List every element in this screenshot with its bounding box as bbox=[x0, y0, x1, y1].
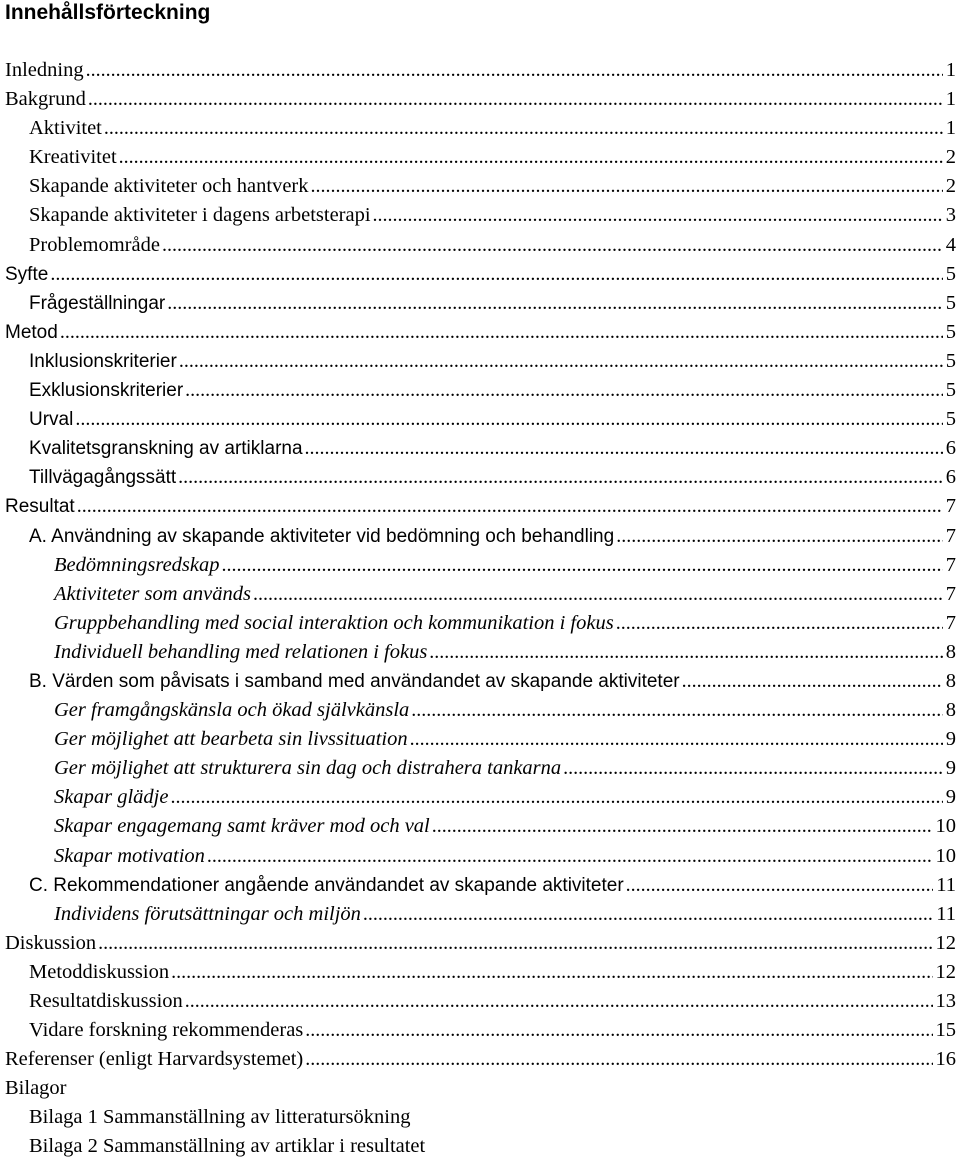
toc-entry-page-number: 7 bbox=[945, 524, 956, 547]
toc-dot-leader bbox=[305, 1045, 932, 1074]
toc-entry-page-number: 11 bbox=[936, 873, 956, 896]
toc-entry[interactable] bbox=[0, 638, 960, 667]
toc-list bbox=[0, 56, 960, 1162]
toc-entry-label: Skapar glädje bbox=[54, 786, 169, 809]
toc-entry-page-number: 13 bbox=[935, 990, 956, 1012]
toc-entry-page-number: 9 bbox=[945, 728, 956, 751]
toc-entry-label: Bedömningsredskap bbox=[54, 553, 220, 576]
toc-entry[interactable] bbox=[0, 987, 960, 1016]
toc-entry[interactable] bbox=[0, 696, 960, 725]
toc-entry[interactable] bbox=[0, 85, 960, 114]
toc-entry-label: Resultat bbox=[5, 496, 75, 518]
toc-dot-leader bbox=[77, 492, 943, 521]
toc-entry-page-number: 7 bbox=[945, 611, 956, 634]
toc-entry-page-number: 6 bbox=[945, 437, 956, 460]
toc-entry-page-number: 5 bbox=[945, 408, 956, 431]
toc-dot-leader bbox=[178, 463, 943, 492]
toc-entry-label: Referenser (enligt Harvardsystemet) bbox=[5, 1048, 304, 1071]
toc-entry-label: Kreativitet bbox=[29, 146, 117, 169]
toc-entry[interactable] bbox=[0, 463, 960, 492]
toc-entry-label: Inklusionskriterier bbox=[29, 350, 177, 372]
toc-dot-leader bbox=[75, 405, 942, 434]
toc-entry[interactable] bbox=[0, 1016, 960, 1045]
toc-entry-label: Bilagor bbox=[5, 1077, 67, 1100]
toc-entry-label: Individuell behandling med relationen i fokus bbox=[54, 640, 428, 663]
toc-entry-page-number: 9 bbox=[945, 757, 956, 780]
toc-entry[interactable] bbox=[0, 56, 960, 85]
toc-entry-page-number: 8 bbox=[945, 640, 956, 663]
toc-entry[interactable] bbox=[0, 347, 960, 376]
toc-entry-label: Frågeställningar bbox=[29, 292, 166, 314]
toc-dot-leader bbox=[311, 172, 943, 201]
toc-entry-label: C. Rekommendationer angående användandet av skapande aktiviteter bbox=[29, 874, 624, 896]
toc-entry[interactable] bbox=[0, 1045, 960, 1074]
toc-dot-leader bbox=[162, 231, 943, 260]
toc-entry[interactable] bbox=[0, 143, 960, 172]
toc-entry-label: Vidare forskning rekommenderas bbox=[29, 1019, 304, 1042]
toc-dot-leader bbox=[179, 347, 943, 376]
toc-entry-page-number: 1 bbox=[945, 59, 956, 81]
toc-entry-page-number: 5 bbox=[945, 262, 956, 285]
toc-entry-page-number: 12 bbox=[935, 931, 956, 954]
toc-entry-label: B. Värden som påvisats i samband med användandet av skapande aktiviteter bbox=[29, 670, 680, 692]
toc-dot-leader bbox=[563, 754, 943, 783]
toc-entry[interactable] bbox=[0, 114, 960, 143]
toc-entry[interactable] bbox=[0, 231, 960, 260]
toc-entry-label: Metod bbox=[5, 321, 58, 343]
toc-entry-label: Skapar engagemang samt kräver mod och val bbox=[54, 815, 430, 838]
toc-entry-page-number: 15 bbox=[935, 1019, 956, 1042]
toc-entry-label: Inledning bbox=[5, 59, 84, 81]
toc-entry[interactable] bbox=[0, 551, 960, 580]
toc-entry-page-number: 12 bbox=[935, 960, 956, 983]
toc-dot-leader bbox=[305, 1016, 932, 1045]
toc-entry-page-number: 16 bbox=[935, 1048, 956, 1071]
toc-entry-label: Kvalitetsgranskning av artiklarna bbox=[29, 438, 303, 460]
toc-entry-page-number: 1 bbox=[945, 117, 956, 140]
toc-dot-leader bbox=[429, 638, 942, 667]
toc-entry[interactable] bbox=[0, 725, 960, 754]
toc-entry-page-number: 4 bbox=[945, 233, 956, 256]
toc-entry[interactable] bbox=[0, 609, 960, 638]
toc-dot-leader bbox=[616, 522, 943, 551]
toc-entry[interactable] bbox=[0, 1103, 960, 1132]
toc-entry-label: Bakgrund bbox=[5, 88, 86, 111]
toc-entry-page-number: 7 bbox=[945, 495, 956, 518]
toc-entry-page-number: 8 bbox=[945, 669, 956, 692]
toc-entry-label: Urval bbox=[29, 409, 74, 431]
toc-dot-leader bbox=[305, 434, 943, 463]
toc-entry[interactable] bbox=[0, 1074, 960, 1103]
toc-dot-leader bbox=[626, 871, 934, 900]
toc-entry[interactable] bbox=[0, 900, 960, 929]
toc-dot-leader bbox=[86, 56, 943, 85]
toc-entry[interactable] bbox=[0, 842, 960, 871]
toc-entry-page-number: 9 bbox=[945, 786, 956, 809]
toc-entry[interactable] bbox=[0, 812, 960, 841]
toc-entry-page-number: 1 bbox=[945, 88, 956, 111]
toc-dot-leader bbox=[167, 289, 943, 318]
toc-entry-label: Syfte bbox=[5, 263, 49, 285]
toc-entry-page-number: 5 bbox=[945, 379, 956, 402]
toc-entry[interactable] bbox=[0, 783, 960, 812]
toc-entry-label: Skapande aktiviteter och hantverk bbox=[29, 175, 309, 198]
toc-entry-page-number: 5 bbox=[945, 291, 956, 314]
toc-dot-leader bbox=[410, 725, 943, 754]
toc-entry-label: Gruppbehandling med social interaktion och kommunikation i fokus bbox=[54, 611, 614, 634]
toc-entry-label: Skapar motivation bbox=[54, 844, 205, 867]
toc-entry-label: Aktiviteter som används bbox=[54, 582, 251, 605]
toc-entry-page-number: 11 bbox=[936, 902, 956, 925]
toc-dot-leader bbox=[88, 85, 943, 114]
toc-entry-label: Ger möjlighet att bearbeta sin livssituation bbox=[54, 728, 408, 751]
toc-entry-page-number: 7 bbox=[945, 553, 956, 576]
toc-entry-page-number: 2 bbox=[945, 175, 956, 198]
toc-entry-label: Ger framgångskänsla och ökad självkänsla bbox=[54, 699, 410, 722]
toc-entry-page-number: 3 bbox=[945, 204, 956, 227]
toc-entry-label: Bilaga 2 Sammanställning av artiklar i resultatet bbox=[29, 1135, 426, 1158]
toc-dot-leader bbox=[222, 551, 943, 580]
toc-entry[interactable] bbox=[0, 667, 960, 696]
toc-dot-leader bbox=[98, 929, 932, 958]
toc-dot-leader bbox=[253, 580, 943, 609]
toc-entry-label: Skapande aktiviteter i dagens arbetsterapi bbox=[29, 204, 371, 227]
toc-dot-leader bbox=[432, 812, 933, 841]
toc-entry[interactable] bbox=[0, 405, 960, 434]
toc-entry-page-number: 2 bbox=[945, 146, 956, 169]
toc-dot-leader bbox=[682, 667, 943, 696]
toc-entry-page-number: 7 bbox=[945, 582, 956, 605]
toc-entry[interactable] bbox=[0, 434, 960, 463]
toc-dot-leader bbox=[185, 376, 943, 405]
toc-entry-label: Problemområde bbox=[29, 233, 160, 256]
toc-entry-page-number: 8 bbox=[945, 699, 956, 722]
toc-entry[interactable] bbox=[0, 871, 960, 900]
toc-dot-leader bbox=[119, 143, 943, 172]
toc-dot-leader bbox=[60, 318, 943, 347]
toc-dot-leader bbox=[50, 260, 942, 289]
toc-dot-leader bbox=[185, 987, 933, 1016]
toc-entry[interactable] bbox=[0, 1132, 960, 1161]
toc-entry-label: Aktivitet bbox=[29, 117, 102, 140]
toc-dot-leader bbox=[104, 114, 943, 143]
toc-entry-page-number: 10 bbox=[935, 815, 956, 838]
toc-dot-leader bbox=[373, 201, 943, 230]
toc-entry[interactable] bbox=[0, 929, 960, 958]
toc-dot-leader bbox=[616, 609, 943, 638]
toc-dot-leader bbox=[363, 900, 933, 929]
toc-entry-page-number: 5 bbox=[945, 320, 956, 343]
toc-entry[interactable] bbox=[0, 958, 960, 987]
toc-heading: Innehållsförteckning bbox=[5, 1, 211, 24]
toc-entry[interactable] bbox=[0, 376, 960, 405]
toc-entry-page-number: 10 bbox=[935, 844, 956, 867]
toc-entry-label: Diskussion bbox=[5, 931, 97, 954]
toc-entry[interactable] bbox=[0, 201, 960, 230]
toc-entry[interactable] bbox=[0, 492, 960, 521]
toc-entry-page-number: 5 bbox=[945, 349, 956, 372]
toc-entry-label: Tillvägagångssätt bbox=[29, 467, 177, 489]
toc-entry[interactable] bbox=[0, 580, 960, 609]
toc-entry-label: Metoddiskussion bbox=[29, 960, 170, 983]
toc-entry-label: Resultatdiskussion bbox=[29, 990, 183, 1012]
toc-dot-leader bbox=[411, 696, 942, 725]
toc-entry-label: A. Användning av skapande aktiviteter vid bedömning och behandling bbox=[29, 525, 615, 547]
toc-entry[interactable] bbox=[0, 522, 960, 551]
toc-entry[interactable] bbox=[0, 289, 960, 318]
toc-dot-leader bbox=[171, 958, 932, 987]
toc-entry[interactable] bbox=[0, 754, 960, 783]
toc-entry-label: Bilaga 1 Sammanställning av litteratursökning bbox=[29, 1106, 411, 1129]
toc-entry-page-number: 6 bbox=[945, 466, 956, 489]
toc-entry[interactable] bbox=[0, 260, 960, 289]
toc-entry-label: Exklusionskriterier bbox=[29, 380, 184, 402]
toc-dot-leader bbox=[207, 842, 933, 871]
toc-entry[interactable] bbox=[0, 318, 960, 347]
toc-entry[interactable] bbox=[0, 172, 960, 201]
toc-entry-label: Individens förutsättningar och miljön bbox=[54, 902, 361, 925]
toc-entry-label: Ger möjlighet att strukturera sin dag och distrahera tankarna bbox=[54, 757, 562, 780]
toc-dot-leader bbox=[170, 783, 942, 812]
